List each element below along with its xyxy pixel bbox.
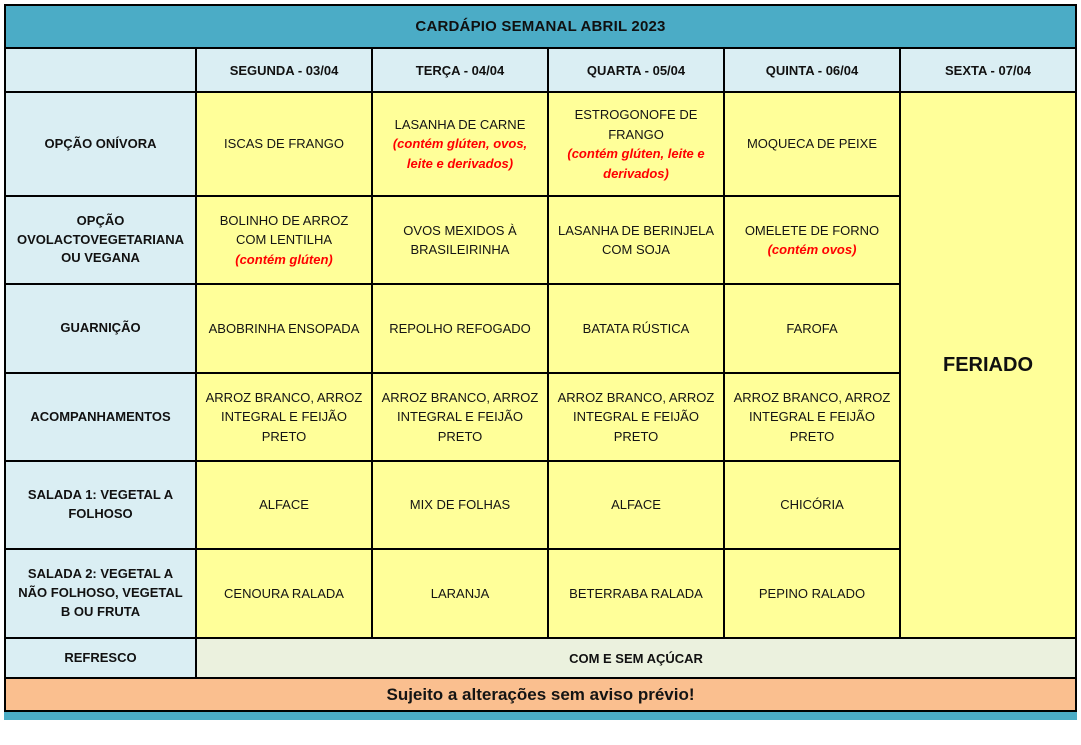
row-label-opcao-ovolactovegetariana: OPÇÃO OVOLACTOVEGETARIANA OU VEGANA xyxy=(5,196,196,284)
menu-cell-quarta-salada2 xyxy=(548,549,724,638)
dish-name: ARROZ BRANCO, ARROZ INTEGRAL E FEIJÃO PRETO xyxy=(733,389,891,444)
dish-name: CENOURA RALADA xyxy=(224,585,344,601)
row-label-guarnicao: GUARNIÇÃO xyxy=(5,284,196,373)
dish-name: BOLINHO DE ARROZ COM LENTILHA xyxy=(219,212,349,248)
dish-name: ARROZ BRANCO, ARROZ INTEGRAL E FEIJÃO PRETO xyxy=(557,389,715,444)
weekly-menu-table xyxy=(4,4,1077,679)
dish-name: ESTROGONOFE DE FRANGO xyxy=(574,107,698,142)
dish-name: ABOBRINHA ENSOPADA xyxy=(208,320,360,336)
menu-cell-terca-salada1 xyxy=(372,461,548,549)
dish-name: ALFACE xyxy=(259,497,309,513)
allergen-note: (contém glúten, leite e derivados) xyxy=(567,146,705,181)
allergen-note: (contém ovos) xyxy=(767,242,857,257)
menu-cell-segunda-acompanhamentos xyxy=(196,373,372,461)
menu-cell-quarta-salada1 xyxy=(548,461,724,549)
feriado-cell: FERIADO xyxy=(900,92,1076,638)
dish-name: REPOLHO REFOGADO xyxy=(389,320,531,336)
dish-name: OMELETE DE FORNO xyxy=(744,222,880,238)
menu-cell-segunda-vegetariana xyxy=(196,196,372,284)
menu-cell-quinta-salada1 xyxy=(724,461,900,549)
dish-name: MOQUECA DE PEIXE xyxy=(746,136,878,152)
dish-name: LASANHA DE CARNE xyxy=(394,116,526,132)
dish-name: BETERRABA RALADA xyxy=(569,585,703,601)
dish-name: PEPINO RALADO xyxy=(758,585,866,601)
dish-name: FAROFA xyxy=(786,320,838,336)
row-label-acompanhamentos: ACOMPANHAMENTOS xyxy=(5,373,196,461)
dish-name: MIX DE FOLHAS xyxy=(409,497,511,513)
col-header-quinta: QUINTA - 06/04 xyxy=(724,48,900,92)
col-header-terca: TERÇA - 04/04 xyxy=(372,48,548,92)
menu-cell-segunda-salada2 xyxy=(196,549,372,638)
menu-cell-quinta-acompanhamentos xyxy=(724,373,900,461)
menu-cell-segunda-guarnicao xyxy=(196,284,372,373)
menu-cell-quarta-onivora xyxy=(548,92,724,196)
row-label-refresco: REFRESCO xyxy=(5,638,196,678)
disclaimer-bar: Sujeito a alterações sem aviso prévio! xyxy=(4,677,1077,712)
menu-cell-quarta-vegetariana xyxy=(548,196,724,284)
dish-name: ARROZ BRANCO, ARROZ INTEGRAL E FEIJÃO PRETO xyxy=(381,389,539,444)
corner-cell xyxy=(5,48,196,92)
row-label-opcao-onivora: OPÇÃO ONÍVORA xyxy=(5,92,196,196)
dish-name: OVOS MEXIDOS À BRASILEIRINHA xyxy=(403,222,517,257)
menu-cell-quarta-guarnicao xyxy=(548,284,724,373)
dish-name: LASANHA DE BERINJELA COM SOJA xyxy=(557,222,715,257)
dish-name: ISCAS DE FRANGO xyxy=(224,136,344,152)
dish-name: BATATA RÚSTICA xyxy=(582,320,690,336)
allergen-note: (contém glúten, ovos, leite e derivados) xyxy=(392,136,528,171)
col-header-quarta: QUARTA - 05/04 xyxy=(548,48,724,92)
menu-cell-terca-salada2 xyxy=(372,549,548,638)
dish-name: ARROZ BRANCO, ARROZ INTEGRAL E FEIJÃO PRETO xyxy=(205,389,363,444)
menu-cell-quinta-vegetariana xyxy=(724,196,900,284)
menu-cell-quinta-onivora xyxy=(724,92,900,196)
refresco-value-cell: COM E SEM AÇÚCAR xyxy=(196,638,1076,678)
dish-name: LARANJA xyxy=(430,585,490,601)
col-header-sexta: SEXTA - 07/04 xyxy=(900,48,1076,92)
menu-cell-terca-guarnicao xyxy=(372,284,548,373)
menu-cell-terca-acompanhamentos xyxy=(372,373,548,461)
menu-cell-segunda-onivora xyxy=(196,92,372,196)
col-header-segunda: SEGUNDA - 03/04 xyxy=(196,48,372,92)
row-label-salada-1: SALADA 1: VEGETAL A FOLHOSO xyxy=(5,461,196,549)
menu-cell-segunda-salada1 xyxy=(196,461,372,549)
menu-cell-quinta-salada2 xyxy=(724,549,900,638)
page-title: CARDÁPIO SEMANAL ABRIL 2023 xyxy=(5,5,1076,48)
row-label-salada-2: SALADA 2: VEGETAL A NÃO FOLHOSO, VEGETAL B OU FRUTA xyxy=(5,549,196,638)
menu-cell-quarta-acompanhamentos xyxy=(548,373,724,461)
menu-cell-quinta-guarnicao xyxy=(724,284,900,373)
allergen-note: (contém glúten) xyxy=(235,251,333,267)
dish-name: CHICÓRIA xyxy=(780,497,844,513)
menu-cell-terca-onivora xyxy=(372,92,548,196)
bottom-accent-strip xyxy=(4,712,1077,720)
menu-cell-terca-vegetariana xyxy=(372,196,548,284)
dish-name: ALFACE xyxy=(611,497,661,513)
